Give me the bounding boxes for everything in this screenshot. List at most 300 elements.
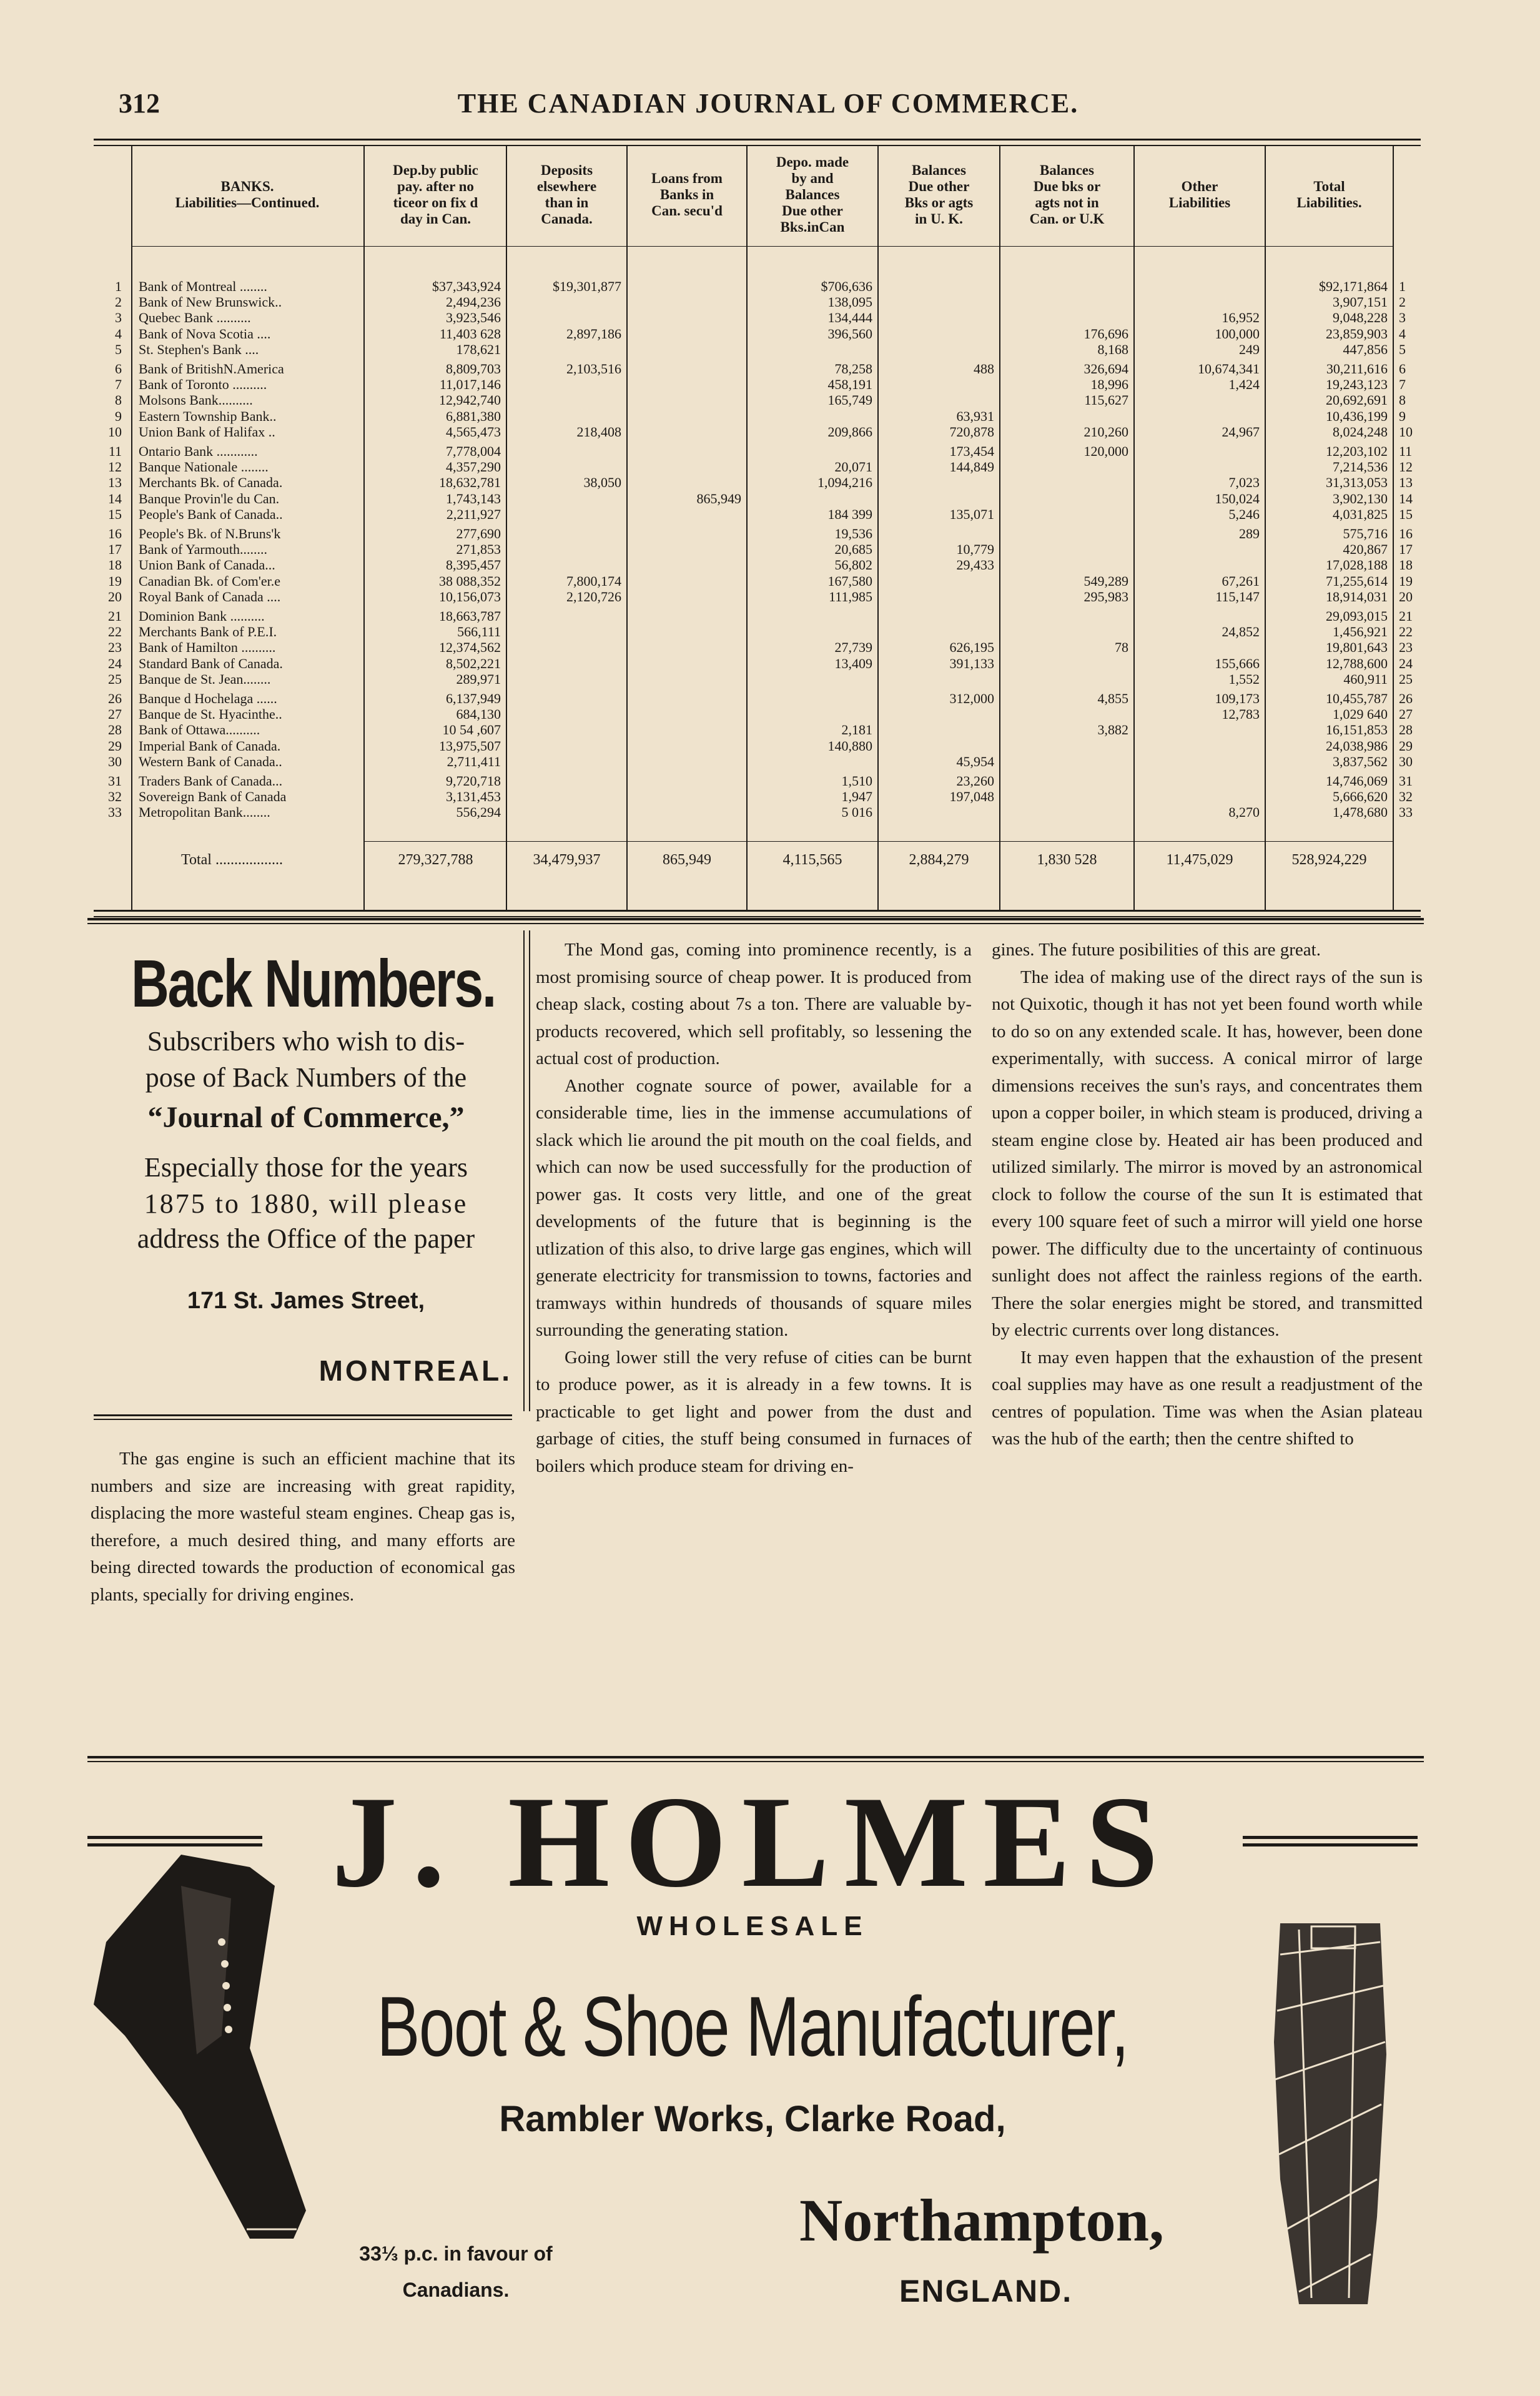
value-cell: 17,028,188 (1326, 557, 1388, 573)
row-number-right: 2 (1399, 294, 1406, 310)
value-cell: 8,024,248 (1333, 423, 1388, 440)
value-cell: 10,436,199 (1326, 408, 1388, 424)
value-cell: 56,802 (834, 557, 872, 573)
value-cell: 16,952 (1222, 310, 1260, 326)
value-cell: 38,050 (583, 475, 621, 491)
total-value: 34,479,937 (533, 852, 601, 868)
table-row (94, 425, 1421, 439)
row-number: 12 (108, 459, 122, 475)
value-cell: 8,270 (1228, 804, 1260, 821)
column-header: Balances Due other Bks or agts in U. K. (904, 162, 974, 227)
value-cell: $37,343,924 (432, 279, 501, 294)
table-row (94, 609, 1421, 623)
table-row (94, 589, 1421, 604)
value-cell: 29,433 (956, 557, 994, 573)
row-number: 29 (108, 737, 122, 754)
bank-name: St. Stephen's Bank .... (139, 341, 259, 357)
table-row (94, 362, 1421, 376)
table-row (94, 526, 1421, 541)
table-row (94, 342, 1421, 357)
column-header: Dep.by public pay. after no ticeor on fix d day in Can. (393, 162, 478, 227)
value-cell: 18,914,031 (1326, 588, 1388, 604)
row-number-right: 27 (1399, 706, 1413, 722)
value-cell: 312,000 (949, 691, 994, 706)
value-cell: 1,456,921 (1333, 624, 1388, 640)
table-row (94, 672, 1421, 686)
back-numbers-title: Back Numbers. (131, 945, 495, 1021)
row-number-right: 18 (1399, 557, 1413, 573)
bank-name: Quebec Bank .......... (139, 310, 251, 326)
value-cell: 488 (974, 361, 994, 377)
row-number: 23 (108, 639, 122, 656)
value-cell: 2,211,927 (446, 506, 501, 522)
bank-name: People's Bk. of N.Bruns'k (139, 526, 281, 541)
row-number-right: 28 (1399, 722, 1413, 738)
value-cell: 3,131,453 (446, 789, 501, 805)
ad-line-3: “Journal of Commerce,” (147, 1101, 465, 1134)
column-header: Total Liabilities. (1296, 179, 1362, 210)
article-paragraph: Another cognate source of power, available for a considerable time, lies in the immense accumulations of slack which lie around the pit mouth on the coal fields, and which can now be used successfully for the production of power gas. It costs very little, and one of the great developments of the future that is beginning is the utlization of this also, to drive large gas engines, which will generate electricity for transmission to towns, factories and tramways within hundreds of thousands of square miles surrounding the generating station. (536, 1075, 972, 1340)
row-number: 9 (115, 408, 122, 424)
value-cell: 566,111 (457, 624, 501, 640)
value-cell: 3,882 (1097, 722, 1128, 738)
bank-name: Union Bank of Halifax .. (139, 423, 275, 440)
page-number: 312 (119, 88, 160, 119)
journal-title: THE CANADIAN JOURNAL OF COMMERCE. (457, 88, 1079, 119)
row-number-right: 13 (1399, 475, 1413, 491)
value-cell: 7,214,536 (1333, 459, 1388, 475)
value-cell: 115,627 (1084, 392, 1128, 408)
row-number-right: 10 (1399, 423, 1413, 440)
article-paragraph: gines. The future posibilities of this are great. (992, 940, 1321, 960)
value-cell: 218,408 (576, 423, 621, 440)
value-cell: 27,739 (834, 639, 872, 656)
value-cell: 8,395,457 (446, 557, 501, 573)
value-cell: 1,094,216 (817, 475, 872, 491)
value-cell: 120,000 (1083, 443, 1128, 459)
row-number: 8 (115, 392, 122, 408)
row-number-right: 6 (1399, 361, 1406, 377)
value-cell: 2,181 (841, 722, 872, 738)
article-column-2 (536, 937, 972, 1480)
article-paragraph: The gas engine is such an efficient machine that its numbers and size are increasing with great rapidity, displacing the more wasteful steam engines. Cheap gas is, therefore, a much desired thing, and many efforts are being directed towards the production of economical gas plants, specially for driving engines. (91, 1449, 515, 1605)
value-cell: 14,746,069 (1326, 773, 1388, 789)
value-cell: 12,788,600 (1326, 655, 1388, 671)
value-cell: 626,195 (949, 639, 994, 656)
row-number: 13 (108, 475, 122, 491)
value-cell: 720,878 (949, 423, 994, 440)
table-row (94, 409, 1421, 423)
value-cell: $92,171,864 (1319, 279, 1388, 294)
bank-name: Royal Bank of Canada .... (139, 588, 281, 604)
value-cell: 7,800,174 (566, 573, 621, 589)
row-number: 1 (115, 279, 122, 294)
total-value: 279,327,788 (398, 852, 473, 868)
total-row (94, 850, 1421, 869)
value-cell: 209,866 (827, 423, 872, 440)
row-number: 16 (108, 526, 122, 541)
bank-name: Banque Nationale ........ (139, 459, 269, 475)
article-paragraph: The Mond gas, coming into prominence recently, is a most promising source of cheap power. It is produced from cheap slack, costing about 7s a ton. There are valuable by-products recovered, which sell profitably, so lessening the actual cost of production. (536, 940, 972, 1068)
row-number: 30 (108, 753, 122, 769)
row-number-right: 23 (1399, 639, 1413, 656)
article-column-1 (91, 1446, 515, 1609)
row-number: 31 (108, 773, 122, 789)
value-cell: 4,855 (1097, 691, 1128, 706)
value-cell: 8,168 (1097, 341, 1128, 357)
value-cell: 2,103,516 (566, 361, 621, 377)
bank-name: Bank of Nova Scotia .... (139, 325, 271, 342)
value-cell: 11,403 628 (439, 325, 501, 342)
bank-name: Dominion Bank .......... (139, 608, 265, 624)
value-cell: 30,211,616 (1326, 361, 1388, 377)
row-number-right: 14 (1399, 490, 1413, 506)
value-cell: 4,565,473 (446, 423, 501, 440)
value-cell: 447,856 (1343, 341, 1388, 357)
table-row (94, 460, 1421, 474)
value-cell: 271,853 (456, 541, 501, 558)
row-number: 7 (115, 377, 122, 393)
row-number: 33 (108, 804, 122, 821)
bank-name: Bank of Montreal ........ (139, 279, 267, 294)
value-cell: 178,621 (456, 341, 501, 357)
bank-name: Bank of New Brunswick.. (139, 294, 282, 310)
column-header: Loans from Banks in Can. secu'd (651, 170, 723, 219)
value-cell: 420,867 (1343, 541, 1388, 558)
value-cell: 2,897,186 (566, 325, 621, 342)
row-number-right: 20 (1399, 588, 1413, 604)
value-cell: 5 016 (841, 804, 872, 821)
value-cell: 111,985 (829, 588, 872, 604)
value-cell: 7,778,004 (446, 443, 501, 459)
value-cell: 684,130 (456, 706, 501, 722)
column-header: Depo. made by and Balances Due other Bks.inCan (776, 154, 849, 235)
column-header: Other Liabilities (1168, 179, 1231, 210)
row-number: 10 (108, 423, 122, 440)
row-number-right: 32 (1399, 789, 1413, 805)
row-number-right: 15 (1399, 506, 1413, 522)
bank-name: Banque Provin'le du Can. (139, 490, 280, 506)
value-cell: 1,947 (841, 789, 872, 805)
row-number-right: 26 (1399, 691, 1413, 706)
ad-line-2: pose of Back Numbers of the (145, 1062, 467, 1093)
bank-name: Bank of Ottawa.......... (139, 722, 260, 738)
value-cell: 165,749 (827, 392, 872, 408)
row-number-right: 17 (1399, 541, 1413, 558)
table-row (94, 327, 1421, 341)
value-cell: 3,902,130 (1333, 490, 1388, 506)
value-cell: 20,685 (834, 541, 872, 558)
row-number-right: 19 (1399, 573, 1413, 589)
boot-illustration (87, 1848, 312, 2248)
value-cell: 23,260 (956, 773, 994, 789)
value-cell: 71,255,614 (1326, 573, 1388, 589)
trade-label: Boot & Shoe Manufacturer, (377, 1979, 1128, 2074)
value-cell: 134,444 (827, 310, 872, 326)
row-number: 15 (108, 506, 122, 522)
row-number-right: 5 (1399, 341, 1406, 357)
row-number: 21 (108, 608, 122, 624)
table-row (94, 774, 1421, 788)
total-value: 865,949 (663, 852, 711, 868)
value-cell: 12,374,562 (439, 639, 501, 656)
column-header: Deposits elsewhere than in Canada. (536, 162, 597, 227)
value-cell: 8,809,703 (446, 361, 501, 377)
article-paragraph: It may even happen that the exhaustion of the present coal supplies may have as one result a readjustment of the centres of population. Time was when the Asian plateau was the hub of the earth; then the centre shifted to (992, 1347, 1423, 1449)
value-cell: 19,243,123 (1326, 377, 1388, 393)
value-cell: 6,137,949 (446, 691, 501, 706)
value-cell: 78,258 (834, 361, 872, 377)
value-cell: 2,494,236 (446, 294, 501, 310)
value-cell: 295,983 (1083, 588, 1128, 604)
value-cell: 1,029 640 (1333, 706, 1388, 722)
row-number: 4 (115, 325, 122, 342)
value-cell: 176,696 (1083, 325, 1128, 342)
column-header: BANKS. Liabilities—Continued. (175, 179, 320, 210)
table-row (94, 754, 1421, 769)
row-number: 18 (108, 557, 122, 573)
value-cell: 249 (1239, 341, 1260, 357)
value-cell: 9,720,718 (446, 773, 501, 789)
ad-line-6: address the Office of the paper (137, 1223, 475, 1254)
works-address: Rambler Works, Clarke Road, (499, 2099, 1006, 2139)
value-cell: 144,849 (949, 459, 994, 475)
article-paragraph: The idea of making use of the direct rays of the sun is not Quixotic, though it has not yet been found worth while to do so on any extended scale. It has, however, been done experimentally, with success. A conical mirror of large dimensions receives the sun's rays, and concentrates them upon a copper boiler, in which steam is produced, driving a steam engine close by. Heated air has been produced and utilized similarly. The mirror is moved by an astronomical clock to follow the course of the sun It is estimated that every 100 square feet of such a mirror will yield one horse power. The difficulty due to the uncertainty of continuous sunlight does not affect the rainless regions of the earth. There the solar energies might be stored, and transmitted by electric currents over long distances. (992, 967, 1423, 1340)
ad-line-1: Subscribers who wish to dis- (147, 1026, 465, 1057)
table-row (94, 739, 1421, 753)
row-number: 27 (108, 706, 122, 722)
value-cell: 24,038,986 (1326, 737, 1388, 754)
bank-name: Banque d Hochelaga ...... (139, 691, 277, 706)
value-cell: 197,048 (949, 789, 994, 805)
row-number-right: 3 (1399, 310, 1406, 326)
value-cell: 109,173 (1215, 691, 1260, 706)
value-cell: 184 399 (827, 506, 872, 522)
value-cell: 5,666,620 (1333, 789, 1388, 805)
country-name: ENGLAND. (899, 2274, 1073, 2309)
value-cell: 396,560 (827, 325, 872, 342)
value-cell: 865,949 (696, 490, 741, 506)
value-cell: 11,017,146 (439, 377, 501, 393)
value-cell: 4,031,825 (1333, 506, 1388, 522)
row-number-right: 29 (1399, 737, 1413, 754)
row-number: 3 (115, 310, 122, 326)
discount-line-2: Canadians. (402, 2279, 510, 2301)
value-cell: 13,409 (834, 655, 872, 671)
value-cell: 24,967 (1222, 423, 1260, 440)
bank-name: Banque de St. Jean........ (139, 671, 271, 687)
value-cell: 155,666 (1215, 655, 1260, 671)
row-number-right: 16 (1399, 526, 1413, 541)
value-cell: 289,971 (456, 671, 501, 687)
column-header: Balances Due bks or agts not in Can. or U.K (1029, 162, 1105, 227)
row-number: 6 (115, 361, 122, 377)
bank-name: Bank of Hamilton .......... (139, 639, 276, 656)
row-number: 32 (108, 789, 122, 805)
value-cell: 1,552 (1228, 671, 1260, 687)
ad-street: 171 St. James Street, (187, 1288, 425, 1314)
row-number: 24 (108, 655, 122, 671)
table-row (94, 574, 1421, 588)
total-value: 1,830 528 (1037, 852, 1097, 868)
row-number-right: 22 (1399, 624, 1413, 640)
value-cell: 5,246 (1228, 506, 1260, 522)
value-cell: 10 54 ,607 (442, 722, 501, 738)
value-cell: $19,301,877 (553, 279, 621, 294)
value-cell: 556,294 (456, 804, 501, 821)
value-cell: 67,261 (1222, 573, 1260, 589)
value-cell: 18,663,787 (439, 608, 501, 624)
value-cell: 10,455,787 (1326, 691, 1388, 706)
value-cell: 2,120,726 (566, 588, 621, 604)
canadian-discount-note (337, 2236, 575, 2308)
value-cell: 1,743,143 (446, 490, 501, 506)
row-number-right: 8 (1399, 392, 1406, 408)
value-cell: 10,156,073 (439, 588, 501, 604)
value-cell: 23,859,903 (1326, 325, 1388, 342)
table-row (94, 393, 1421, 407)
bank-name: Imperial Bank of Canada. (139, 737, 281, 754)
table-row (94, 475, 1421, 490)
row-number-right: 11 (1399, 443, 1413, 459)
value-cell: 19,801,643 (1326, 639, 1388, 656)
row-number-right: 24 (1399, 655, 1413, 671)
total-value: 4,115,565 (782, 852, 842, 868)
table-row (94, 640, 1421, 654)
total-label: Total .................. (181, 852, 283, 868)
value-cell: 4,357,290 (446, 459, 501, 475)
value-cell: 210,260 (1083, 423, 1128, 440)
row-number: 2 (115, 294, 122, 310)
value-cell: 20,071 (834, 459, 872, 475)
value-cell: 575,716 (1343, 526, 1388, 541)
ad-city: MONTREAL. (318, 1354, 512, 1387)
table-row (94, 805, 1421, 819)
page-header (119, 87, 1418, 131)
value-cell: 138,095 (827, 294, 872, 310)
row-number: 26 (108, 691, 122, 706)
value-cell: 115,147 (1215, 588, 1260, 604)
bank-name: Union Bank of Canada... (139, 557, 275, 573)
value-cell: 29,093,015 (1326, 608, 1388, 624)
bank-name: Eastern Township Bank.. (139, 408, 277, 424)
row-number-right: 31 (1399, 773, 1413, 789)
wholesale-label: WHOLESALE (636, 1911, 869, 1941)
bank-liabilities-table (94, 139, 1421, 913)
row-number: 5 (115, 341, 122, 357)
row-number: 22 (108, 624, 122, 640)
table-row (94, 722, 1421, 737)
table-row (94, 558, 1421, 572)
value-cell: 326,694 (1083, 361, 1128, 377)
bank-name: Merchants Bk. of Canada. (139, 475, 283, 491)
bank-name: Traders Bank of Canada... (139, 773, 283, 789)
row-number: 17 (108, 541, 122, 558)
table-row (94, 279, 1421, 293)
value-cell: 549,289 (1083, 573, 1128, 589)
bank-name: Canadian Bk. of Com'er.e (139, 573, 280, 589)
value-cell: 150,024 (1215, 490, 1260, 506)
holmes-name: J. HOLMES (332, 1770, 1173, 1915)
value-cell: 9,048,228 (1333, 310, 1388, 326)
value-cell: 19,536 (834, 526, 872, 541)
value-cell: 16,151,853 (1326, 722, 1388, 738)
value-cell: 10,779 (956, 541, 994, 558)
value-cell: 289 (1239, 526, 1260, 541)
bank-name: Bank of BritishN.America (139, 361, 284, 377)
value-cell: 140,880 (827, 737, 872, 754)
discount-line-1: 33⅓ p.c. in favour of (359, 2242, 553, 2265)
holmes-advertisement (87, 1770, 1418, 2348)
value-cell: 1,424 (1228, 377, 1260, 393)
table-row (94, 444, 1421, 458)
bank-name: Ontario Bank ............ (139, 443, 258, 459)
value-cell: 173,454 (949, 443, 994, 459)
value-cell: 460,911 (1343, 671, 1388, 687)
value-cell: 18,632,781 (439, 475, 501, 491)
table-row (94, 310, 1421, 325)
bank-name: Standard Bank of Canada. (139, 655, 283, 671)
total-value: 2,884,279 (909, 852, 969, 868)
legging-illustration (1261, 1917, 1399, 2310)
value-cell: 1,478,680 (1333, 804, 1388, 821)
value-cell: 458,191 (827, 377, 872, 393)
value-cell: 8,502,221 (446, 655, 501, 671)
value-cell: 277,690 (456, 526, 501, 541)
row-number-right: 21 (1399, 608, 1413, 624)
article-paragraph: Going lower still the very refuse of cities can be burnt to produce power, as it is already in a few towns. It is practicable to get light and power from the dust and garbage of cities, the stuff being consumed in furnaces of boilers which produce steam for driving en- (536, 1347, 972, 1476)
value-cell: 12,203,102 (1326, 443, 1388, 459)
total-value: 528,924,229 (1291, 852, 1367, 868)
value-cell: $706,636 (821, 279, 872, 294)
table-row (94, 656, 1421, 671)
value-cell: 1,510 (841, 773, 872, 789)
ad-line-4: Especially those for the years (144, 1152, 468, 1183)
town-name: Northampton, (799, 2187, 1165, 2254)
value-cell: 63,931 (956, 408, 994, 424)
bank-name: Molsons Bank.......... (139, 392, 253, 408)
value-cell: 7,023 (1228, 475, 1260, 491)
bank-name: Western Bank of Canada.. (139, 753, 282, 769)
table-row (94, 707, 1421, 721)
value-cell: 31,313,053 (1326, 475, 1388, 491)
table-row (94, 295, 1421, 309)
row-number-right: 7 (1399, 377, 1406, 393)
row-number: 11 (108, 443, 122, 459)
value-cell: 12,783 (1222, 706, 1260, 722)
table-row (94, 377, 1421, 392)
value-cell: 391,133 (949, 655, 994, 671)
value-cell: 24,852 (1222, 624, 1260, 640)
value-cell: 3,923,546 (446, 310, 501, 326)
value-cell: 78 (1115, 639, 1128, 656)
table-row (94, 491, 1421, 506)
table-row (94, 789, 1421, 804)
row-number-right: 30 (1399, 753, 1413, 769)
value-cell: 100,000 (1215, 325, 1260, 342)
bank-name: People's Bank of Canada.. (139, 506, 283, 522)
bank-name: Merchants Bank of P.E.I. (139, 624, 277, 640)
value-cell: 2,711,411 (447, 753, 501, 769)
value-cell: 6,881,380 (446, 408, 501, 424)
row-number-right: 4 (1399, 325, 1406, 342)
value-cell: 167,580 (827, 573, 872, 589)
row-number: 28 (108, 722, 122, 738)
row-number: 25 (108, 671, 122, 687)
row-number: 14 (108, 490, 122, 506)
value-cell: 20,692,691 (1326, 392, 1388, 408)
row-number-right: 25 (1399, 671, 1413, 687)
